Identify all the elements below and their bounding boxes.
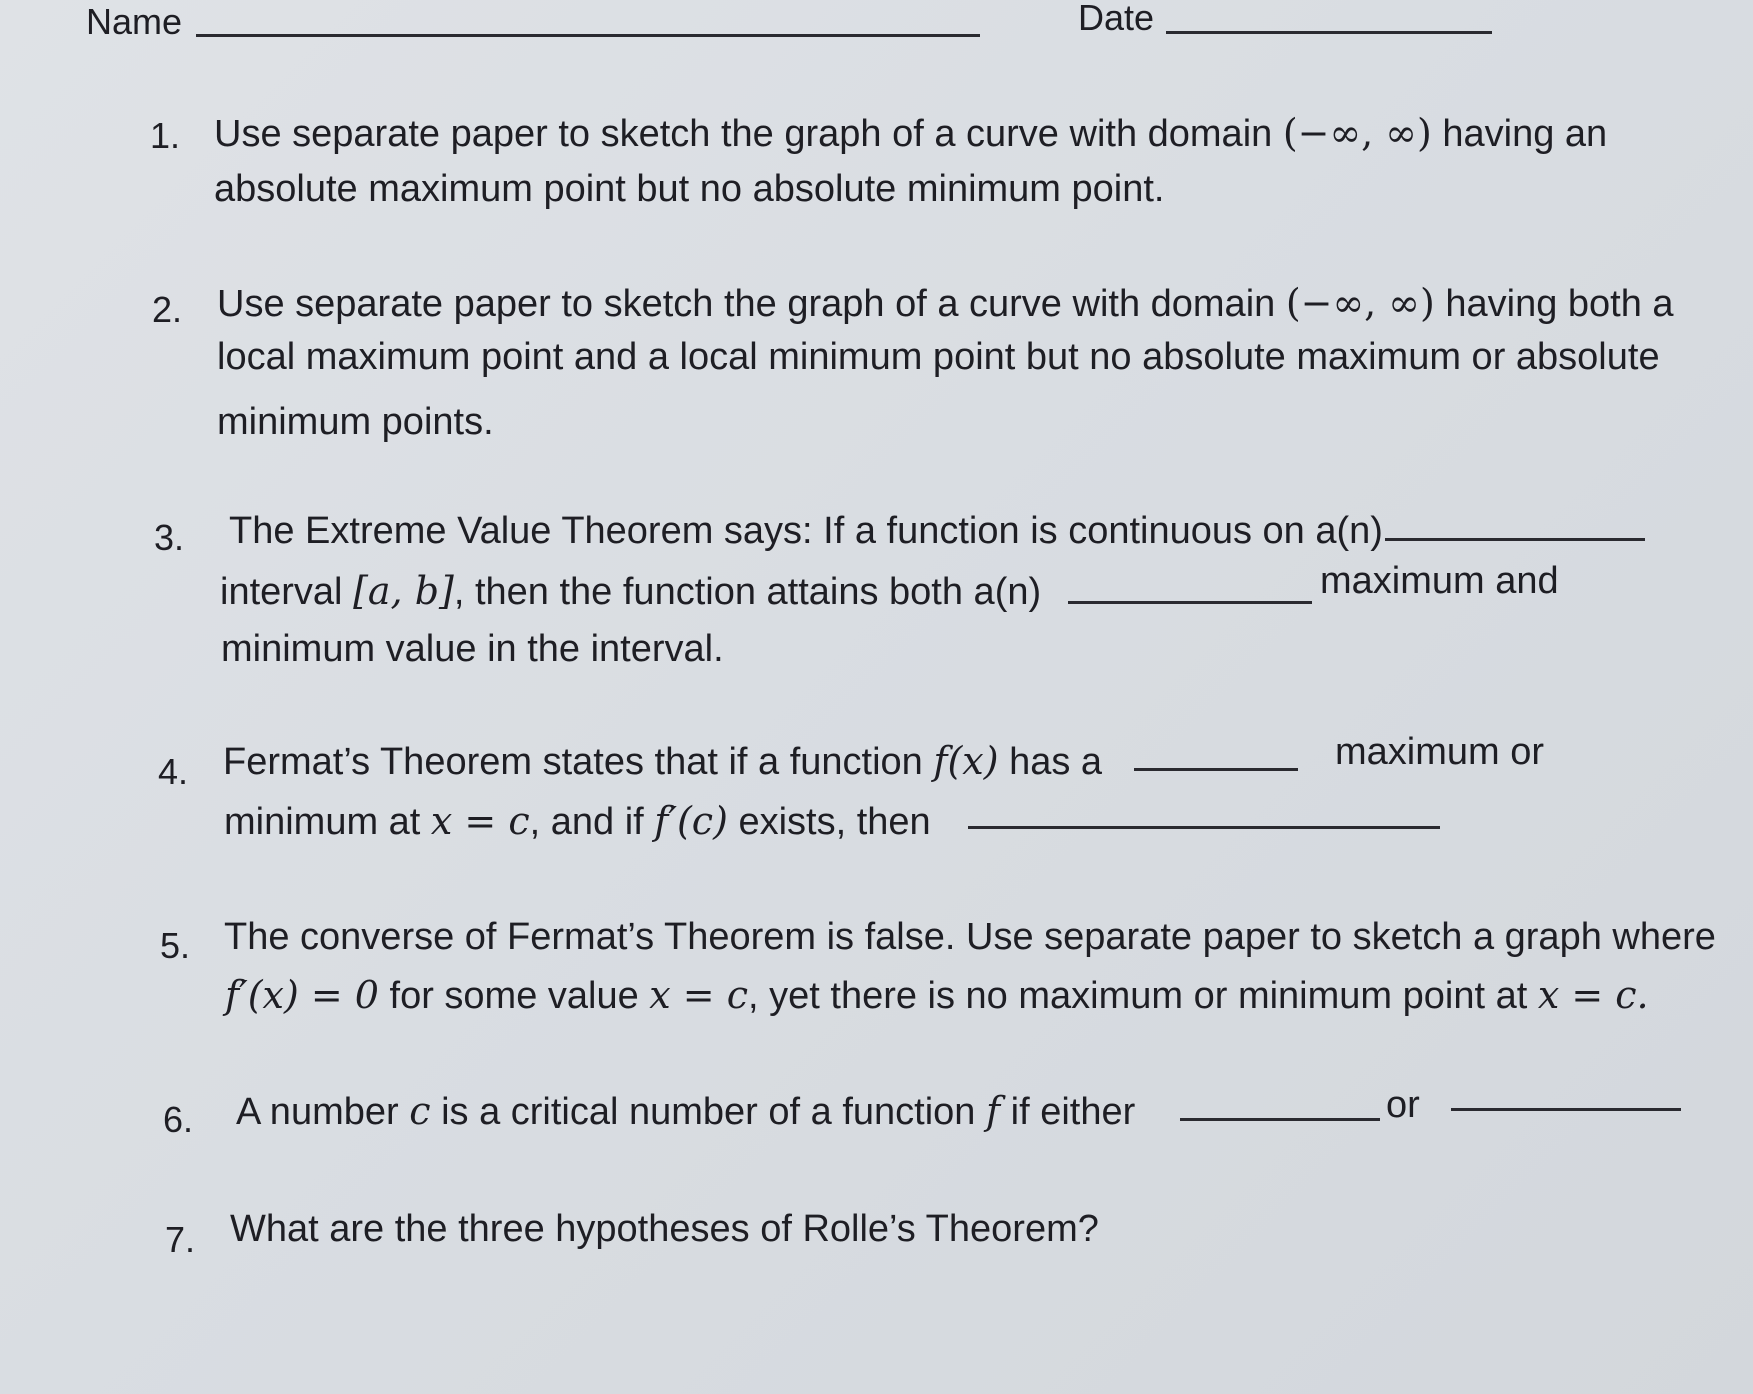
q4-line1 xyxy=(223,739,1103,783)
q2-text-a: Use separate paper to sketch the graph of a curve with domain xyxy=(217,283,1286,325)
q2-line3: minimum points. xyxy=(217,401,494,443)
q4-number: 4. xyxy=(158,751,189,792)
q1-number: 1. xyxy=(150,115,181,156)
q4-text-a: Fermat’s Theorem states that if a function xyxy=(223,741,934,783)
q5-line1: The converse of Fermat’s Theorem is false. Use separate paper to sketch a graph where xyxy=(224,916,1716,958)
q7-number: 7. xyxy=(165,1219,196,1260)
q6-blank-1[interactable] xyxy=(1180,1118,1380,1121)
q4-max-or: maximum or xyxy=(1335,731,1545,773)
q3-interval: [a, b] xyxy=(353,569,454,613)
q3-max-and: maximum and xyxy=(1320,560,1559,602)
q6-blank-2[interactable] xyxy=(1451,1108,1681,1111)
name-field[interactable] xyxy=(196,34,980,37)
q3-line1: The Extreme Value Theorem says: If a function is continuous on a(n) xyxy=(229,510,1383,552)
q6-text-a: A number xyxy=(236,1091,410,1133)
q4-fx: f(x) xyxy=(933,739,999,783)
q7-line1: What are the three hypotheses of Rolle’s Theorem? xyxy=(230,1208,1099,1250)
q5-number: 5. xyxy=(160,925,191,966)
q6-number: 6. xyxy=(163,1099,194,1140)
q4-line2 xyxy=(224,799,931,843)
q1-domain: (−∞, ∞) xyxy=(1282,111,1432,155)
q6-or: or xyxy=(1386,1084,1420,1126)
q6-line1 xyxy=(236,1089,1136,1133)
q6-f: f xyxy=(986,1089,1001,1133)
q5-text-a: for some value xyxy=(378,975,650,1017)
q2-line1 xyxy=(217,281,1674,325)
q6-text-c: if either xyxy=(1000,1091,1136,1133)
q4-text-e: exists, then xyxy=(727,801,931,843)
q5-text-b: , yet there is no maximum or minimum point at xyxy=(748,975,1538,1017)
q3-text-b: , then the function attains both a(n) xyxy=(453,571,1042,613)
q6-c: c xyxy=(409,1089,431,1133)
q1-text-b: having an xyxy=(1431,113,1608,155)
q4-blank-2[interactable] xyxy=(968,826,1440,829)
q5-fpx: f′(x) = 0 xyxy=(225,973,379,1017)
date-label: Date xyxy=(1078,0,1155,38)
q4-text-c: minimum at xyxy=(224,801,431,843)
q5-xc: x = c xyxy=(649,973,749,1017)
q1-text-a: Use separate paper to sketch the graph of a curve with domain xyxy=(214,113,1283,155)
q4-xc: x = c xyxy=(430,799,530,843)
q4-blank-1[interactable] xyxy=(1134,768,1298,771)
q4-text-d: , and if xyxy=(529,801,655,843)
q2-line2: local maximum point and a local minimum point but no absolute maximum or absolute xyxy=(217,336,1660,378)
q3-text-a: interval xyxy=(220,571,354,613)
q4-fpc: f′(c) xyxy=(654,799,728,843)
q3-number: 3. xyxy=(154,517,185,558)
q6-text-b: is a critical number of a function xyxy=(430,1091,986,1133)
q3-blank-1[interactable] xyxy=(1385,538,1645,541)
q5-line2 xyxy=(225,973,1649,1017)
q2-domain: (−∞, ∞) xyxy=(1285,281,1435,325)
q1-line1 xyxy=(214,111,1608,155)
q1-line2: absolute maximum point but no absolute minimum point. xyxy=(214,168,1165,210)
q2-text-b: having both a xyxy=(1434,283,1674,325)
name-label: Name xyxy=(86,1,183,42)
q2-number: 2. xyxy=(152,289,183,330)
date-field[interactable] xyxy=(1166,31,1492,34)
q3-blank-2[interactable] xyxy=(1068,601,1312,604)
q3-line3: minimum value in the interval. xyxy=(221,628,724,670)
q4-text-b: has a xyxy=(998,741,1103,783)
q3-line2 xyxy=(220,569,1042,613)
q5-xc2: x = c. xyxy=(1537,973,1649,1017)
